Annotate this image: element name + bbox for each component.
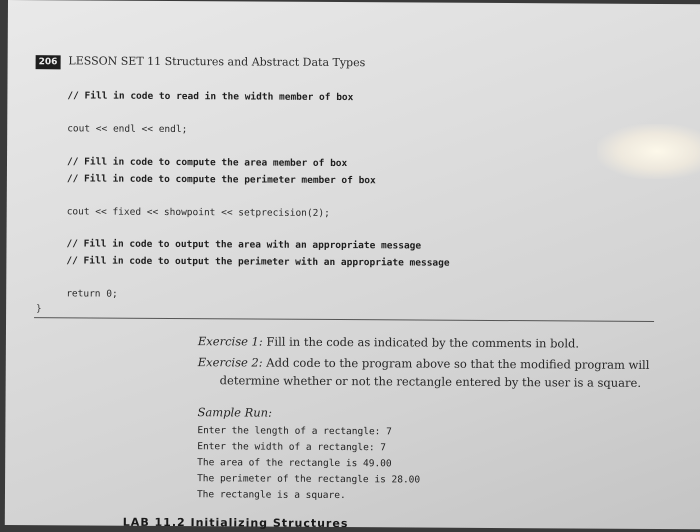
code-line-setprecision: cout << fixed << showpoint << setprecision(2);	[66, 206, 330, 219]
exercise-1	[198, 334, 579, 350]
sample-run-line: The perimeter of the rectangle is 28.00	[197, 473, 421, 486]
page-number: 206	[36, 55, 61, 69]
code-line-endl: cout << endl << endl;	[67, 123, 188, 136]
next-section-heading: LAB 11.2 Initializing Structures	[122, 515, 349, 531]
exercise-2	[198, 355, 650, 372]
section-divider	[34, 317, 654, 322]
running-title: LESSON SET 11 Structures and Abstract Data Types	[68, 54, 366, 70]
exercise-2-label: Exercise 2:	[197, 355, 263, 370]
code-comment-perimeter: // Fill in code to compute the perimeter member of box	[66, 173, 376, 187]
sample-run-title: Sample Run:	[197, 405, 273, 420]
page-header	[36, 54, 366, 71]
exercise-1-label: Exercise 1:	[197, 334, 263, 349]
sample-run-line: Enter the length of a rectangle: 7	[197, 425, 392, 438]
code-comment-output-perimeter: // Fill in code to output the perimeter with an appropriate message	[66, 255, 450, 269]
sample-run-line: The area of the rectangle is 49.00	[197, 457, 392, 470]
exercise-2-text: Add code to the program above so that the modified program will	[262, 355, 650, 372]
exercise-1-text: Fill in the code as indicated by the comments in bold.	[262, 334, 580, 351]
code-comment-read-width: // Fill in code to read in the width member of box	[67, 90, 354, 104]
closing-brace: }	[36, 304, 42, 315]
code-comment-area: // Fill in code to compute the area member of box	[66, 156, 348, 170]
exercise-2-continuation: determine whether or not the rectangle entered by the user is a square.	[219, 373, 642, 390]
sample-run-line: Enter the width of a rectangle: 7	[197, 441, 387, 454]
code-line-return: return 0;	[66, 288, 118, 300]
code-comment-output-area: // Fill in code to output the area with an appropriate message	[66, 238, 422, 252]
sample-run-line: The rectangle is a square.	[196, 489, 346, 502]
light-glare	[597, 124, 700, 180]
textbook-page	[5, 0, 700, 529]
